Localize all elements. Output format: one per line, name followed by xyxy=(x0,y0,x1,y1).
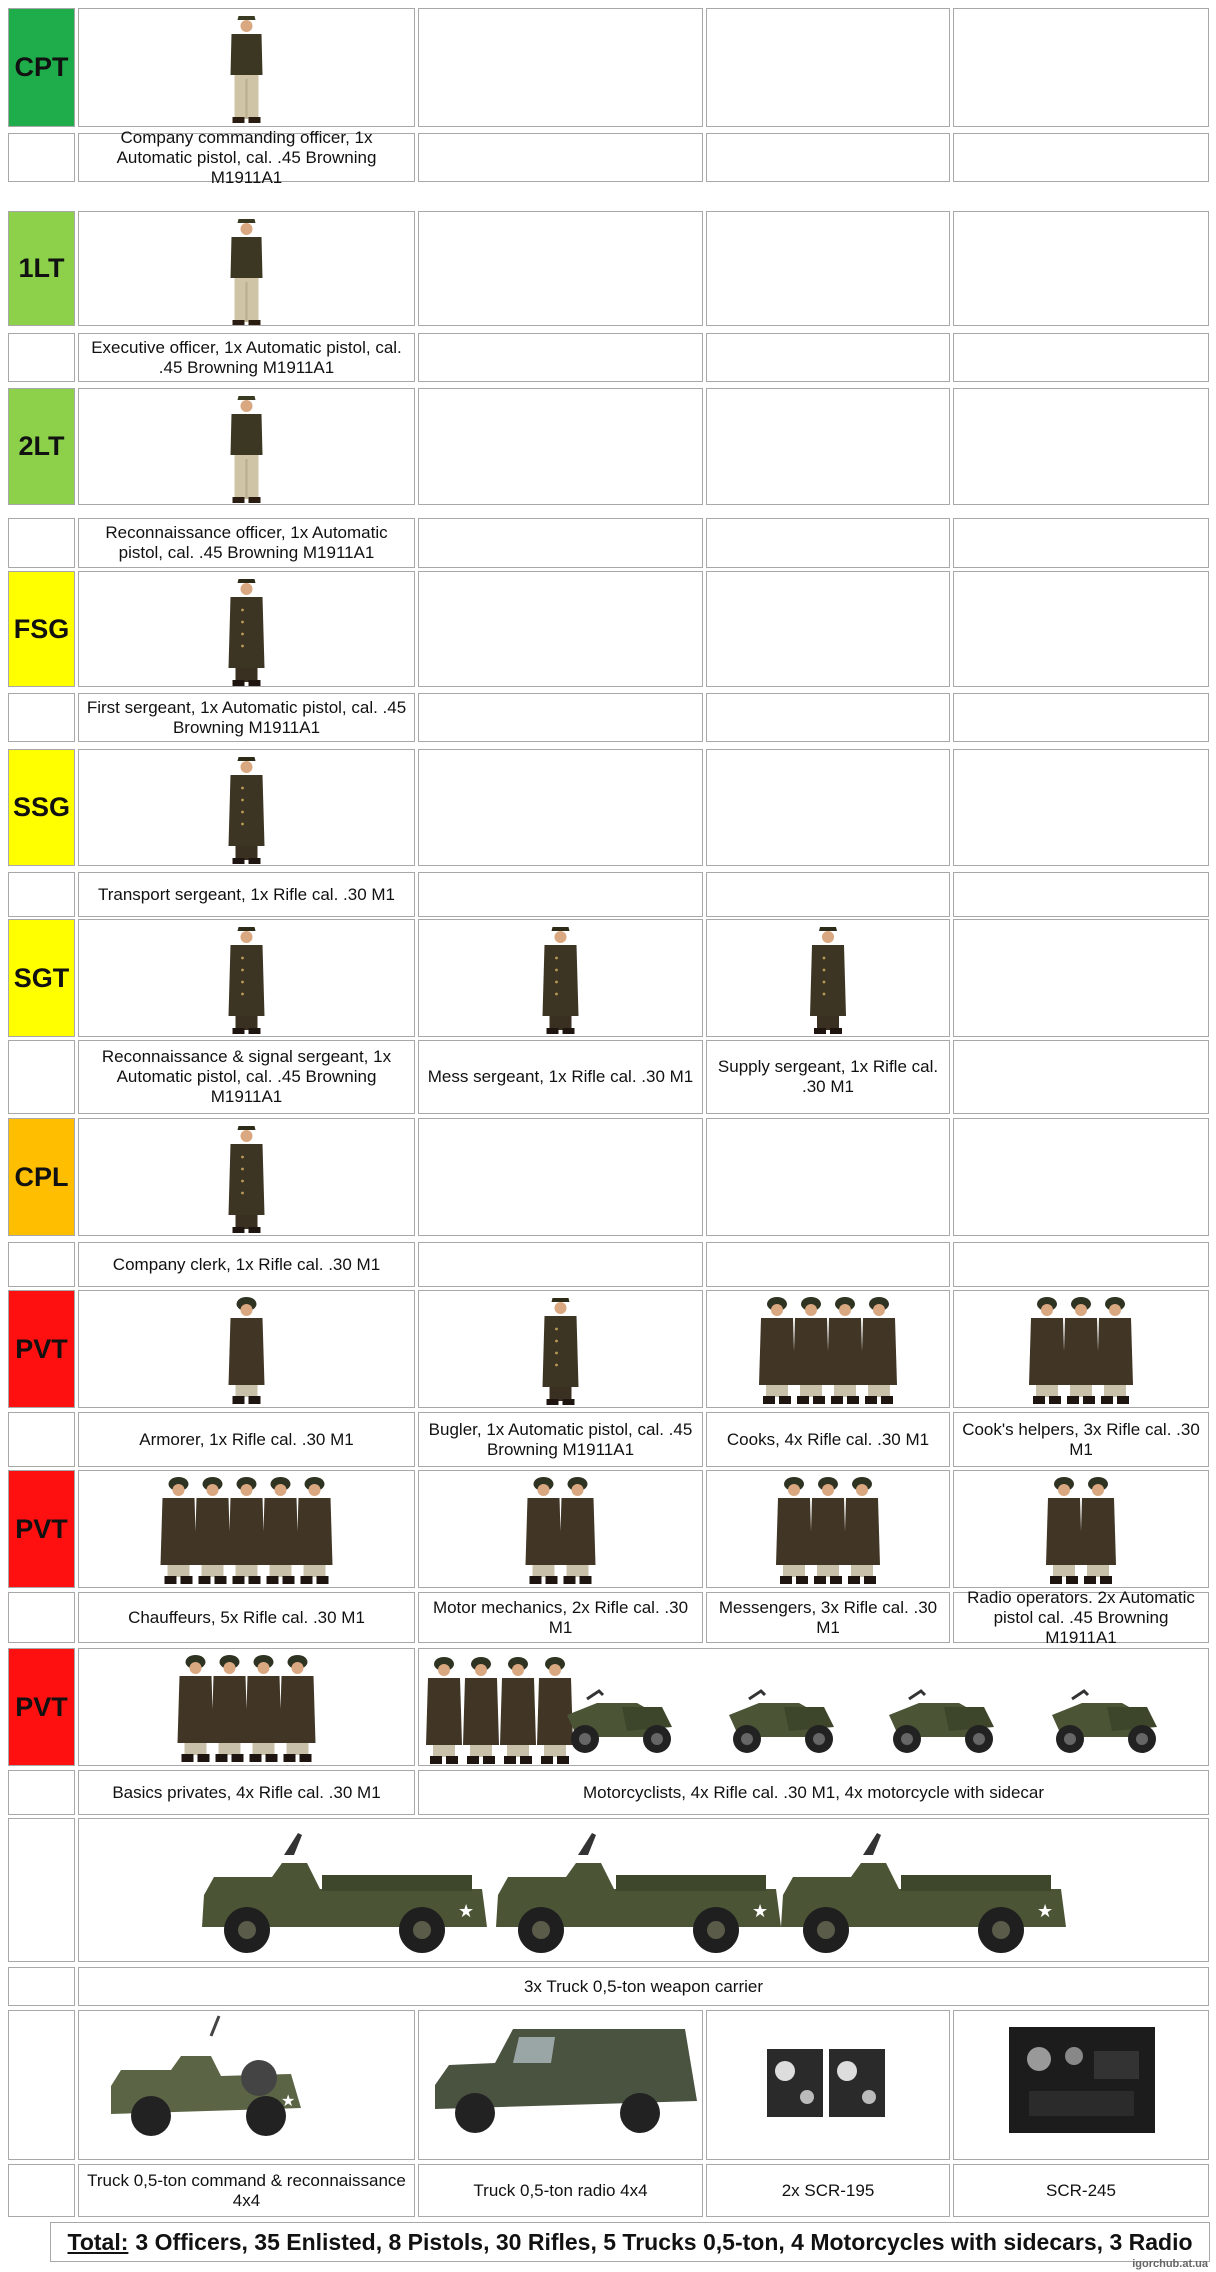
position-label: Motor mechanics, 2x Rifle cal. .30 M1 xyxy=(418,1592,703,1643)
officer-figure xyxy=(231,396,263,503)
soldier-figure xyxy=(861,1297,897,1404)
personnel-illustration xyxy=(79,1291,414,1407)
overcoat-figure xyxy=(543,1298,579,1405)
picture-cell xyxy=(78,211,415,326)
overcoat-figure xyxy=(229,579,265,686)
position-label: 2x SCR-195 xyxy=(706,2164,950,2217)
weapon-carrier-truck-icon xyxy=(781,1833,1066,1953)
soldier-figure xyxy=(463,1657,499,1764)
picture-cell xyxy=(418,919,703,1037)
personnel-illustration xyxy=(79,9,414,126)
empty-cell xyxy=(418,133,703,182)
personnel-illustration xyxy=(954,1291,1208,1407)
soldier-figure xyxy=(297,1477,333,1584)
empty-cell xyxy=(418,388,703,505)
empty-cell xyxy=(953,571,1209,687)
empty-cell xyxy=(706,1242,950,1287)
empty-cell xyxy=(953,388,1209,505)
empty-cell xyxy=(953,8,1209,127)
soldier-figure xyxy=(246,1655,282,1762)
soldier-figure xyxy=(426,1657,462,1764)
rank-badge-1lt: 1LT xyxy=(8,211,75,326)
soldier-figure xyxy=(844,1477,880,1584)
position-label: Executive officer, 1x Automatic pistol, cal. .45 Browning M1911A1 xyxy=(78,333,415,382)
empty-cell xyxy=(706,211,950,326)
overcoat-figure xyxy=(229,927,265,1034)
soldier-figure xyxy=(526,1477,562,1584)
empty-cell xyxy=(8,1770,75,1815)
empty-cell xyxy=(953,749,1209,866)
empty-cell xyxy=(953,518,1209,568)
personnel-illustration xyxy=(79,1649,414,1765)
empty-cell xyxy=(953,919,1209,1037)
empty-cell xyxy=(418,518,703,568)
rank-badge-2lt: 2LT xyxy=(8,388,75,505)
soldier-figure xyxy=(560,1477,596,1584)
personnel-illustration xyxy=(954,1471,1208,1587)
position-label: Basics privates, 4x Rifle cal. .30 M1 xyxy=(78,1770,415,1815)
empty-cell xyxy=(418,749,703,866)
position-label: Radio operators. 2x Automatic pistol cal. .45 Browning M1911A1 xyxy=(953,1592,1209,1643)
soldier-figure xyxy=(827,1297,863,1404)
total-summary xyxy=(50,2222,1210,2262)
soldier-figure xyxy=(161,1477,197,1584)
empty-cell xyxy=(8,2164,75,2217)
personnel-illustration xyxy=(707,920,949,1036)
empty-cell xyxy=(706,388,950,505)
empty-cell xyxy=(8,333,75,382)
empty-cell xyxy=(418,8,703,127)
overcoat-figure xyxy=(543,927,579,1034)
motorcycle-platoon-cell xyxy=(418,1648,1209,1766)
picture-cell xyxy=(953,1470,1209,1588)
empty-cell xyxy=(953,211,1209,326)
soldier-figure xyxy=(537,1657,573,1764)
soldier-figure xyxy=(212,1655,248,1762)
motorcycle-icon xyxy=(567,1691,672,1753)
empty-cell xyxy=(8,1818,75,1962)
empty-cell xyxy=(8,2010,75,2160)
picture-cell xyxy=(706,1470,950,1588)
soldier-figure xyxy=(776,1477,812,1584)
position-label: Transport sergeant, 1x Rifle cal. .30 M1 xyxy=(78,872,415,917)
empty-cell xyxy=(418,1242,703,1287)
empty-cell xyxy=(418,693,703,742)
empty-cell xyxy=(953,1040,1209,1114)
officer-figure xyxy=(231,219,263,325)
rank-badge-pvt: PVT xyxy=(8,1290,75,1408)
empty-cell xyxy=(8,1242,75,1287)
position-label: Messengers, 3x Rifle cal. .30 M1 xyxy=(706,1592,950,1643)
position-label: Reconnaissance officer, 1x Automatic pistol, cal. .45 Browning M1911A1 xyxy=(78,518,415,568)
empty-cell xyxy=(8,693,75,742)
scr-245-radio-illustration xyxy=(954,2011,1208,2159)
position-label: Supply sergeant, 1x Rifle cal. .30 M1 xyxy=(706,1040,950,1114)
empty-cell xyxy=(706,872,950,917)
picture-cell xyxy=(78,8,415,127)
empty-cell xyxy=(706,518,950,568)
officer-figure xyxy=(231,16,263,123)
empty-cell xyxy=(706,693,950,742)
empty-cell xyxy=(8,133,75,182)
position-label: First sergeant, 1x Automatic pistol, cal. .45 Browning M1911A1 xyxy=(78,693,415,742)
personnel-illustration xyxy=(419,1291,702,1407)
empty-cell xyxy=(706,8,950,127)
motorcycle-icon xyxy=(729,1691,834,1753)
personnel-illustration xyxy=(79,389,414,504)
empty-cell xyxy=(8,1592,75,1643)
soldier-figure xyxy=(810,1477,846,1584)
soldier-figure xyxy=(1097,1297,1133,1404)
rank-badge-cpt: CPT xyxy=(8,8,75,127)
personnel-illustration xyxy=(79,1471,414,1587)
position-label: Armorer, 1x Rifle cal. .30 M1 xyxy=(78,1412,415,1467)
picture-cell xyxy=(706,2010,950,2160)
empty-cell xyxy=(706,1118,950,1236)
command-car-illustration xyxy=(79,2011,414,2159)
picture-cell xyxy=(78,919,415,1037)
empty-cell xyxy=(706,133,950,182)
scr-195-radios-illustration xyxy=(707,2011,949,2159)
picture-cell xyxy=(418,1290,703,1408)
soldier-figure xyxy=(1029,1297,1065,1404)
weapon-carrier-cell xyxy=(78,1818,1209,1962)
overcoat-figure xyxy=(229,757,265,864)
picture-cell xyxy=(418,1470,703,1588)
total-prefix: Total: xyxy=(67,2228,129,2255)
position-label: Company clerk, 1x Rifle cal. .30 M1 xyxy=(78,1242,415,1287)
position-label: Truck 0,5-ton radio 4x4 xyxy=(418,2164,703,2217)
watermark: igorchub.at.ua xyxy=(1132,2258,1208,2270)
picture-cell xyxy=(78,1118,415,1236)
empty-cell xyxy=(706,333,950,382)
svg-text:★: ★ xyxy=(752,1901,769,1922)
empty-cell xyxy=(8,1040,75,1114)
position-label: Reconnaissance & signal sergeant, 1x Automatic pistol, cal. .45 Browning M1911A1 xyxy=(78,1040,415,1114)
overcoat-figure xyxy=(810,927,846,1034)
picture-cell xyxy=(706,1290,950,1408)
personnel-illustration xyxy=(79,1119,414,1235)
empty-cell xyxy=(953,133,1209,182)
picture-cell xyxy=(953,2010,1209,2160)
soldier-figure xyxy=(500,1657,536,1764)
position-label: 3x Truck 0,5-ton weapon carrier xyxy=(78,1967,1209,2006)
personnel-illustration xyxy=(707,1291,949,1407)
rank-badge-pvt: PVT xyxy=(8,1470,75,1588)
soldier-figure xyxy=(263,1477,299,1584)
position-label: SCR-245 xyxy=(953,2164,1209,2217)
soldier-figure xyxy=(793,1297,829,1404)
weapon-carrier-truck-icon xyxy=(496,1833,781,1953)
rank-badge-sgt: SGT xyxy=(8,919,75,1037)
rank-badge-ssg: SSG xyxy=(8,749,75,866)
empty-cell xyxy=(8,872,75,917)
soldier-figure xyxy=(229,1297,265,1404)
empty-cell xyxy=(418,211,703,326)
rank-badge-pvt: PVT xyxy=(8,1648,75,1766)
position-label: Cooks, 4x Rifle cal. .30 M1 xyxy=(706,1412,950,1467)
soldier-figure xyxy=(1046,1477,1082,1584)
rank-badge-cpl: CPL xyxy=(8,1118,75,1236)
svg-text:★: ★ xyxy=(1037,1901,1054,1922)
total-text: 3 Officers, 35 Enlisted, 8 Pistols, 30 Rifles, 5 Trucks 0,5-ton, 4 Motorcycles with sidecars, 3 Radio xyxy=(135,2228,1193,2255)
empty-cell xyxy=(8,1412,75,1467)
personnel-illustration xyxy=(79,920,414,1036)
position-label: Cook's helpers, 3x Rifle cal. .30 M1 xyxy=(953,1412,1209,1467)
empty-cell xyxy=(8,1967,75,2006)
personnel-illustration xyxy=(79,572,414,686)
empty-cell xyxy=(418,571,703,687)
empty-cell xyxy=(706,571,950,687)
soldier-figure xyxy=(280,1655,316,1762)
overcoat-figure xyxy=(229,1126,265,1233)
position-label: Truck 0,5-ton command & reconnaissance 4x4 xyxy=(78,2164,415,2217)
empty-cell xyxy=(953,333,1209,382)
picture-cell xyxy=(78,1648,415,1766)
picture-cell xyxy=(78,1470,415,1588)
picture-cell xyxy=(78,749,415,866)
weapon-carrier-trucks-illustration xyxy=(79,1819,1208,1961)
empty-cell xyxy=(953,693,1209,742)
soldier-figure xyxy=(759,1297,795,1404)
empty-cell xyxy=(706,749,950,866)
personnel-illustration xyxy=(419,920,702,1036)
empty-cell xyxy=(953,872,1209,917)
empty-cell xyxy=(8,518,75,568)
picture-cell xyxy=(78,2010,415,2160)
soldier-figure xyxy=(195,1477,231,1584)
personnel-illustration xyxy=(419,1471,702,1587)
weapon-carrier-truck-icon xyxy=(202,1833,487,1953)
position-label: Bugler, 1x Automatic pistol, cal. .45 Browning M1911A1 xyxy=(418,1412,703,1467)
soldier-figure xyxy=(178,1655,214,1762)
personnel-illustration xyxy=(79,212,414,325)
empty-cell xyxy=(418,333,703,382)
position-label: Chauffeurs, 5x Rifle cal. .30 M1 xyxy=(78,1592,415,1643)
rank-badge-fsg: FSG xyxy=(8,571,75,687)
personnel-illustration xyxy=(707,1471,949,1587)
picture-cell xyxy=(78,571,415,687)
picture-cell xyxy=(78,388,415,505)
picture-cell xyxy=(78,1290,415,1408)
soldier-figure xyxy=(1080,1477,1116,1584)
picture-cell xyxy=(706,919,950,1037)
empty-cell xyxy=(418,1118,703,1236)
position-label: Company commanding officer, 1x Automatic pistol, cal. .45 Browning M1911A1 xyxy=(78,133,415,182)
empty-cell xyxy=(953,1118,1209,1236)
personnel-illustration xyxy=(79,750,414,865)
motorcycle-icon xyxy=(1052,1691,1157,1753)
picture-cell xyxy=(953,1290,1209,1408)
position-label: Mess sergeant, 1x Rifle cal. .30 M1 xyxy=(418,1040,703,1114)
radio-truck-illustration xyxy=(419,2011,702,2159)
motorcyclists-illustration xyxy=(419,1649,1208,1765)
empty-cell xyxy=(418,872,703,917)
motorcycle-icon xyxy=(889,1691,994,1753)
svg-text:★: ★ xyxy=(458,1901,475,1922)
position-label: Motorcyclists, 4x Rifle cal. .30 M1, 4x motorcycle with sidecar xyxy=(418,1770,1209,1815)
soldier-figure xyxy=(1063,1297,1099,1404)
svg-text:★: ★ xyxy=(281,2091,296,2110)
picture-cell xyxy=(418,2010,703,2160)
soldier-figure xyxy=(229,1477,265,1584)
empty-cell xyxy=(953,1242,1209,1287)
